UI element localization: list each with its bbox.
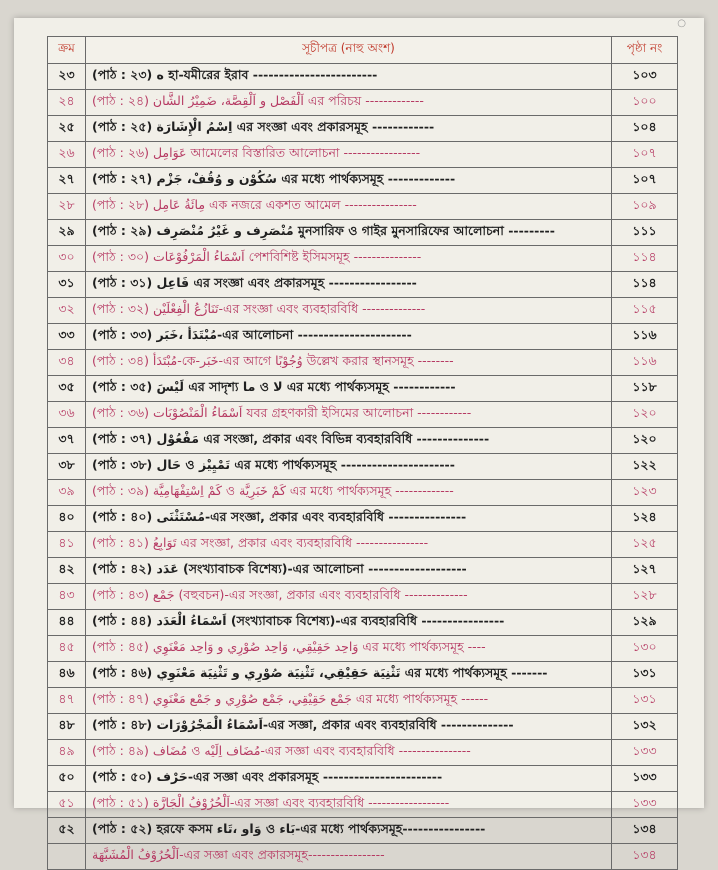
row-title: (পাঠ : ৩৩) مُبْتَدَأ ،خَبَر-এর আলোচনা ----------------------: [86, 324, 612, 350]
table-row: [48, 766, 678, 792]
table-row: [48, 324, 678, 350]
row-number: ৪৪: [48, 610, 86, 636]
row-title: (পাঠ : ৪৬) تَثْنِيَة حَقِيْقِي، تَثْنِيَة صُوْرِي و تَثْنِيَة مَعْنَوِي এর মধ্যে পার্থক্যসমূহ -------: [86, 662, 612, 688]
row-page-number: ১১৬: [612, 350, 678, 376]
row-number: ৪৮: [48, 714, 86, 740]
row-page-number: ১২৭: [612, 558, 678, 584]
table-row: [48, 558, 678, 584]
table-row: [48, 636, 678, 662]
table-row: [48, 298, 678, 324]
row-number: ৪১: [48, 532, 86, 558]
row-title: (পাঠ : ৪৩) جَمْع (বহুবচন)-এর সংজ্ঞা, প্রকার এবং ব্যবহারবিধি --------------: [86, 584, 612, 610]
table-row: [48, 64, 678, 90]
table-row: [48, 376, 678, 402]
row-title: اَلْحُرُوْفُ الْمُشَبَّهَة-এর সজ্ঞা এবং প্রকারসমূহ-----------------: [86, 844, 612, 870]
row-title: (পাঠ : ৩৮) حَال ও تَمْيِيْز এর মধ্যে পার্থক্যসমূহ ----------------------: [86, 454, 612, 480]
table-row: [48, 402, 678, 428]
row-title: (পাঠ : ৩১) فَاعِل এর সংজ্ঞা এবং প্রকারসমূহ -----------------: [86, 272, 612, 298]
row-page-number: ১১৮: [612, 376, 678, 402]
row-page-number: ১০৯: [612, 194, 678, 220]
row-number: ৪২: [48, 558, 86, 584]
row-title: (পাঠ : ৪৯) مُضَاف ও مُضَاف اِلَيْه-এর সজ্ঞা এবং ব্যবহারবিধি ----------------: [86, 740, 612, 766]
row-title: (পাঠ : ৪০) مُسْتَثْنَى-এর সংজ্ঞা, প্রকার এবং ব্যবহারবিধি ---------------: [86, 506, 612, 532]
row-number: ৩১: [48, 272, 86, 298]
row-title: (পাঠ : ৩২) تَنَازُعُ الْفِعْلَيْن-এর সংজ্ঞা এবং ব্যবহারবিধি --------------: [86, 298, 612, 324]
row-page-number: ১০৩: [612, 64, 678, 90]
table-row: [48, 506, 678, 532]
table-row: [48, 610, 678, 636]
row-number: ৩০: [48, 246, 86, 272]
row-number: ২৫: [48, 116, 86, 142]
row-title: (পাঠ : ২৮) مِائَةُ عَامِل এক নজরে একশত আমেল ----------------: [86, 194, 612, 220]
row-title: (পাঠ : ৩৯) كَمْ اِسْتِفْهَامِيَّة ও كَمْ خَبَرِيَّة এর মধ্যে পার্থক্যসমূহ -------------: [86, 480, 612, 506]
table-row: [48, 168, 678, 194]
row-page-number: ১৩৩: [612, 792, 678, 818]
row-title: (পাঠ : ৪২) عَدَد (সংখ্যাবাচক বিশেষ্য)-এর আলোচনা -------------------: [86, 558, 612, 584]
row-number: ২৯: [48, 220, 86, 246]
row-page-number: ১২৫: [612, 532, 678, 558]
row-title: (পাঠ : ৩৬) اَسْمَاءُ الْمَنْصُوْبَات যবর গ্রহণকারী ইসিমের আলোচনা ------------: [86, 402, 612, 428]
row-page-number: ১২৯: [612, 610, 678, 636]
table-row: [48, 428, 678, 454]
header-contents: সূচীপত্র (নাহু অংশ): [86, 37, 612, 64]
row-number: [48, 844, 86, 870]
row-page-number: ১০৭: [612, 142, 678, 168]
row-page-number: ১৩১: [612, 688, 678, 714]
row-title: (পাঠ : ২৫) اِسْمُ الْإِشَارَة এর সংজ্ঞা এবং প্রকারসমূহ ------------: [86, 116, 612, 142]
row-number: ২৪: [48, 90, 86, 116]
table-row: [48, 688, 678, 714]
row-page-number: ১০৭: [612, 168, 678, 194]
table-row: [48, 90, 678, 116]
row-title: (পাঠ : ২৪) اَلْفَصْل و اَلْقِصَّة، ضَمِيْرُ الشَّان এর পরিচয় -------------: [86, 90, 612, 116]
row-title: (পাঠ : ৪৪) اَسْمَاءُ الْعَدَد (সংখ্যাবাচক বিশেষ্য)-এর ব্যবহারবিধি ----------------: [86, 610, 612, 636]
table-row: [48, 480, 678, 506]
row-page-number: ১০৪: [612, 116, 678, 142]
table-header-row: [48, 37, 678, 64]
contents-table: [47, 36, 678, 870]
row-number: ৫০: [48, 766, 86, 792]
table-row: [48, 246, 678, 272]
table-row: [48, 532, 678, 558]
row-number: ৪৩: [48, 584, 86, 610]
row-title: (পাঠ : ৫১) اَلْحُرُوْفُ الْجَارَّة-এর সজ্ঞা এবং ব্যবহারবিধি ------------------: [86, 792, 612, 818]
table-row: [48, 740, 678, 766]
row-number: ৪৬: [48, 662, 86, 688]
row-page-number: ১২২: [612, 454, 678, 480]
row-page-number: ১২৮: [612, 584, 678, 610]
row-number: ৫২: [48, 818, 86, 844]
row-title: (পাঠ : ৪৭) جَمْع حَقِيْقِي، جَمْع صُوْرِي و جَمْع مَعْنَوِي এর মধ্যে পার্থক্যসমূহ ------: [86, 688, 612, 714]
table-row: [48, 818, 678, 844]
row-title: (পাঠ : ৪৮) اَسْمَاءُ الْمَجْرُوْرَات-এর সজ্ঞা, প্রকার এবং ব্যবহারবিধি --------------: [86, 714, 612, 740]
row-number: ৫১: [48, 792, 86, 818]
row-page-number: ১১৬: [612, 324, 678, 350]
row-page-number: ১৩১: [612, 662, 678, 688]
row-number: ৩৫: [48, 376, 86, 402]
row-number: ৪৫: [48, 636, 86, 662]
row-page-number: ১২৪: [612, 506, 678, 532]
table-row: [48, 714, 678, 740]
row-page-number: ১৩০: [612, 636, 678, 662]
row-title: (পাঠ : ৩৪) مُبْتَدَأ-কে-خَبَر-এর আগে وُجُوْبًا উল্লেখ করার স্থানসমূহ --------: [86, 350, 612, 376]
header-page: পৃষ্ঠা নং: [612, 37, 678, 64]
row-title: (পাঠ : ৩৭) مَفْعُوْل এর সংজ্ঞা, প্রকার এবং বিভিন্ন ব্যবহারবিধি --------------: [86, 428, 612, 454]
table-row: [48, 584, 678, 610]
row-page-number: ১১৫: [612, 298, 678, 324]
row-page-number: ১২০: [612, 428, 678, 454]
row-title: (পাঠ : ৫২) হরফে কসম وَاو ،تَاء ও بَاء-এর মধ্যে পার্থক্যসমূহ----------------: [86, 818, 612, 844]
row-title: (পাঠ : ৫০) حَرْف-এর সজ্ঞা এবং প্রকারসমূহ -----------------------: [86, 766, 612, 792]
table-row: [48, 272, 678, 298]
row-page-number: ১৩৩: [612, 766, 678, 792]
row-page-number: ১৩৩: [612, 740, 678, 766]
row-number: ৩৭: [48, 428, 86, 454]
row-page-number: ১২০: [612, 402, 678, 428]
row-title: (পাঠ : ৩০) اَسْمَاءُ الْمَرْفُوْعَات পেশবিশিষ্ট ইসিমসমূহ ---------------: [86, 246, 612, 272]
row-title: (পাঠ : ২৬) عَوَامِل আমেলের বিস্তারিত আলোচনা -----------------: [86, 142, 612, 168]
book-page: [14, 18, 704, 862]
table-row: [48, 844, 678, 870]
row-number: ২৮: [48, 194, 86, 220]
row-number: ২৬: [48, 142, 86, 168]
table-row: [48, 350, 678, 376]
row-title: (পাঠ : ৩৫) لَيْسَ এর সাদৃশ্য ما ও لا এর মধ্যে পার্থক্যসমূহ ------------: [86, 376, 612, 402]
row-page-number: ১৩৪: [612, 844, 678, 870]
row-page-number: ১১১: [612, 220, 678, 246]
row-page-number: ১২৩: [612, 480, 678, 506]
table-row: [48, 194, 678, 220]
row-number: ৩৩: [48, 324, 86, 350]
row-title: (পাঠ : ৪৫) وَاحِد حَقِيْقِي، وَاحِد صُوْرِي و وَاحِد مَعْنَوِي এর মধ্যে পার্থক্যসমূহ ----: [86, 636, 612, 662]
row-number: ২৩: [48, 64, 86, 90]
row-number: ৩২: [48, 298, 86, 324]
row-title: (পাঠ : ২৭) سُكُوْن و وُقُفْ، جَزْم এর মধ্যে পার্থক্যসমূহ -------------: [86, 168, 612, 194]
row-page-number: ১১৪: [612, 246, 678, 272]
row-number: ৪৭: [48, 688, 86, 714]
row-page-number: ১৩২: [612, 714, 678, 740]
table-body: [48, 64, 678, 870]
corner-mark: ○: [677, 18, 686, 29]
table-row: [48, 454, 678, 480]
row-number: ২৭: [48, 168, 86, 194]
row-number: ৪০: [48, 506, 86, 532]
row-page-number: ১৩৪: [612, 818, 678, 844]
row-page-number: ১১৪: [612, 272, 678, 298]
row-title: (পাঠ : ২৩) ه হা-যমীরের ইরাব ------------------------: [86, 64, 612, 90]
header-serial: ক্রম: [48, 37, 86, 64]
row-number: ৩৬: [48, 402, 86, 428]
row-number: ৩৮: [48, 454, 86, 480]
row-number: ৩৪: [48, 350, 86, 376]
row-number: ৪৯: [48, 740, 86, 766]
row-title: (পাঠ : ২৯) مُنْصَرِف و غَيْرُ مُنْصَرِف মুনসারিফ ও গাইর মুনসারিফের আলোচনা ---------: [86, 220, 612, 246]
table-row: [48, 116, 678, 142]
row-title: (পাঠ : ৪১) تَوَابِعُ এর সংজ্ঞা, প্রকার এবং ব্যবহারবিধি ----------------: [86, 532, 612, 558]
row-number: ৩৯: [48, 480, 86, 506]
table-row: [48, 792, 678, 818]
table-row: [48, 662, 678, 688]
table-row: [48, 142, 678, 168]
table-row: [48, 220, 678, 246]
row-page-number: ১০০: [612, 90, 678, 116]
